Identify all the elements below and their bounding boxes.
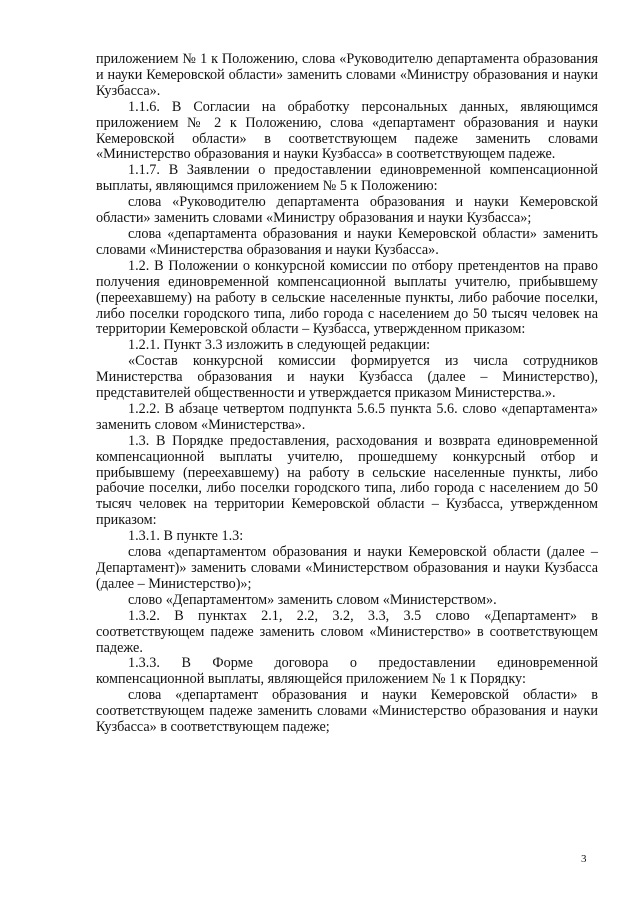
document-body [96,52,598,736]
paragraph-1-3-3-words: слова «департамент образования и науки Кемеровской области» в соответствующем падеже заменить словами «Министерство образования и науки Кузбасса» в соответствующем падеже; [96,687,598,736]
paragraph-1-2-1-quote: «Состав конкурсной комиссии формируется из числа сотрудников Министерства образования и науки Кузбасса (далее – Министерство), представителей общественности и утверждается приказом Министерства.». [96,353,598,402]
paragraph-1-2: 1.2. В Положении о конкурсной комиссии по отбору претендентов на право получения единовременной компенсационной выплаты учителю, прибывшему (переехавшему) на работу в сельские населенные пункты, либо рабочие поселки, либо поселки городского типа, либо города с населением до 50 тысяч человек на территории Кемеровской области – Кузбасса, утвержденном приказом: [96,257,598,338]
paragraph-1-3-1-word: слово «Департаментом» заменить словом «Министерством». [128,591,497,608]
paragraph-1-1-7-words-1: слова «Руководителю департамента образования и науки Кемеровской области» заменить словами «Министру образования и науки Кузбасса»; [96,194,598,227]
paragraph-1-3: 1.3. В Порядке предоставления, расходования и возврата единовременной компенсационной выплаты учителю, прошедшему конкурсный отбор и прибывшему (переехавшему) на работу в сельские населенные пункты, либо рабочие поселки, либо поселки городского типа, либо города с населением до 50 тысяч человек на территории Кемеровской области – Кузбасса, утвержденном приказом: [96,432,598,529]
paragraph-1-1-7-words-2: слова «департамента образования и науки Кемеровской области» заменить словами «Министерства образования и науки Кузбасса». [96,225,598,258]
paragraph-1-3-3: 1.3.3. В Форме договора о предоставлении единовременной компенсационной выплаты, являющейся приложением № 1 к Порядку: [96,655,598,688]
paragraph-1-1-7: 1.1.7. В Заявлении о предоставлении единовременной компенсационной выплаты, являющимся приложением № 5 к Положению: [96,162,598,195]
paragraph-1-2-1: 1.2.1. Пункт 3.3 изложить в следующей редакции: [128,337,431,354]
page-number: 3 [581,853,587,865]
paragraph-1-3-1-words: слова «департаментом образования и науки Кемеровской области (далее – Департамент)» заменить словами «Министерством образования и науки Кузбасса (далее – Министерство)»; [96,544,598,592]
paragraph-1-3-2: 1.3.2. В пунктах 2.1, 2.2, 3.2, 3.3, 3.5 слово «Департамент» в соответствующем падеже заменить словом «Министерство» в соответствующем падеже. [96,607,598,656]
paragraph-continuation: приложением № 1 к Положению, слова «Руководителю департамента образования и науки Кемеровской области» заменить словами «Министру образования и науки Кузбасса». [96,51,598,99]
paragraph-1-3-1: 1.3.1. В пункте 1.3: [128,528,244,545]
paragraph-1-2-2: 1.2.2. В абзаце четвертом подпункта 5.6.5 пункта 5.6. слово «департамента» заменить словом «Министерства». [96,400,598,433]
paragraph-1-1-6: 1.1.6. В Согласии на обработку персональных данных, являющимся приложением № 2 к Положению, слова «департамент образования и науки Кемеровской области» в соответствующем падеже заменить словами «Министерство образования и науки Кузбасса» в соответствующем падеже. [96,98,598,163]
